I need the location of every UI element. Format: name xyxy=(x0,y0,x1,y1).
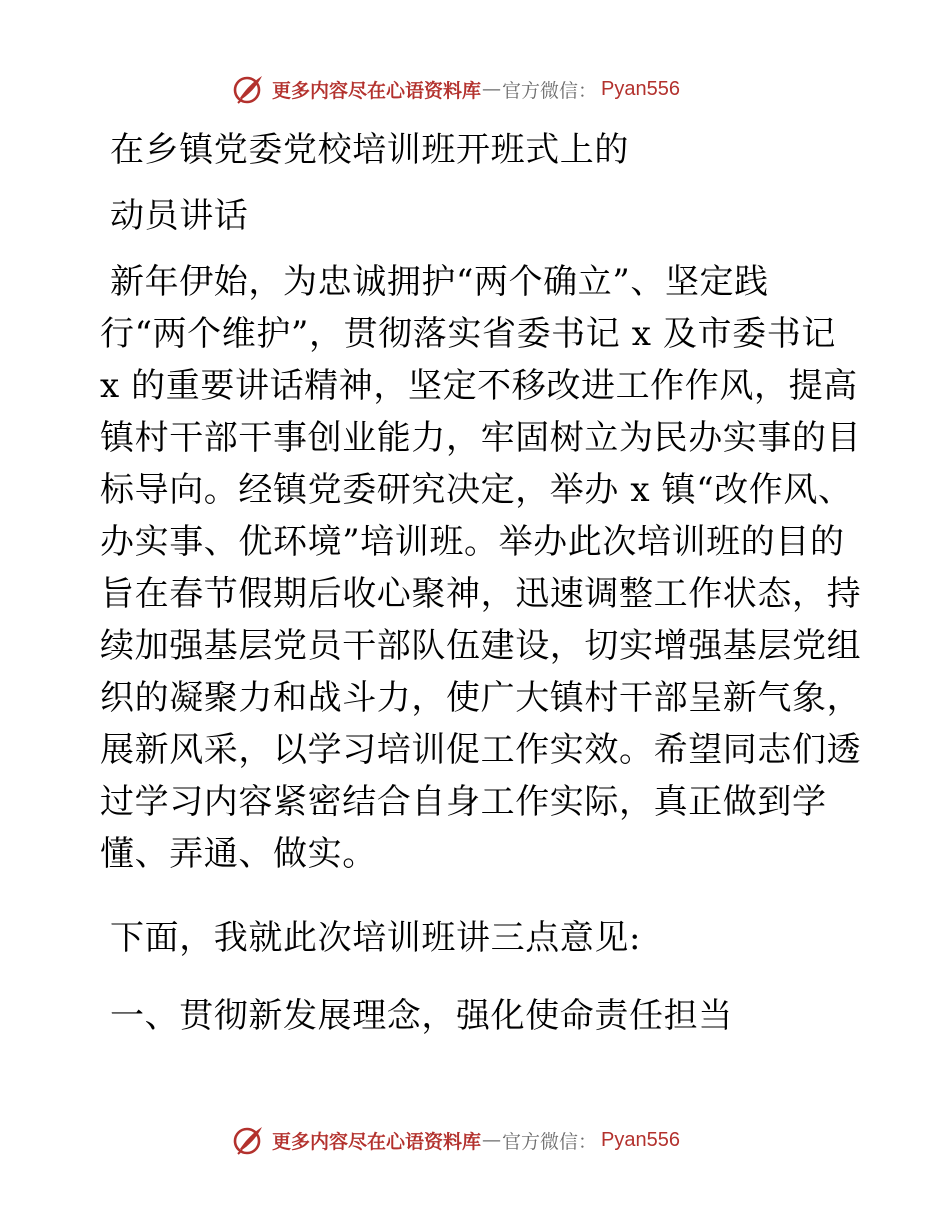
watermark-main-text: 更多内容尽在心语资料库 xyxy=(272,79,482,102)
watermark-main-text: 更多内容尽在心语资料库 xyxy=(272,1130,482,1153)
paragraph-2: 下面，我就此次培训班讲三点意见: xyxy=(110,918,642,958)
watermark-wechat-id: Pyan556 xyxy=(601,77,680,100)
paragraph-line: 旨在春节假期后收心聚神，迅速调整工作状态，持 xyxy=(100,574,862,614)
paragraph-line: 续加强基层党员干部队伍建设，切实增强基层党组 xyxy=(100,626,862,666)
footer-watermark xyxy=(232,1123,680,1157)
paragraph-line: 办实事、优环境”培训班。举办此次培训班的目的 xyxy=(100,522,845,562)
paragraph-line: 新年伊始，为忠诚拥护“两个确立”、坚定践 xyxy=(110,262,769,302)
watermark-label: 官方微信： xyxy=(502,1130,598,1153)
paragraph-line: 织的凝聚力和战斗力，使广大镇村干部呈新气象， xyxy=(100,678,862,718)
paragraph-line: 行“两个维护”，贯彻落实省委书记 x 及市委书记 xyxy=(100,314,836,354)
paragraph-line: x 的重要讲话精神，坚定不移改进工作作风，提高 xyxy=(100,366,858,406)
paragraph-line: 过学习内容紧密结合自身工作实际，真正做到学 xyxy=(100,782,827,822)
document-body xyxy=(100,124,862,1042)
paragraph-line: 镇村干部干事创业能力，牢固树立为民办实事的目 xyxy=(100,418,862,458)
paragraph-line: 懂、弄通、做实。 xyxy=(100,834,377,874)
watermark-dash: — xyxy=(482,1129,502,1151)
paragraph-1 xyxy=(100,256,862,880)
section-heading-1: 一、贯彻新发展理念，强化使命责任担当 xyxy=(110,996,733,1036)
title-line-1: 在乡镇党委党校培训班开班式上的 xyxy=(110,130,629,170)
quill-logo-icon xyxy=(232,72,266,106)
quill-logo-icon xyxy=(232,1123,266,1157)
watermark-wechat-id: Pyan556 xyxy=(601,1128,680,1151)
watermark-label: 官方微信： xyxy=(502,79,598,102)
paragraph-line: 标导向。经镇党委研究决定，举办 x 镇“改作风、 xyxy=(100,470,853,510)
paragraph-line: 展新风采，以学习培训促工作实效。希望同志们透 xyxy=(100,730,862,770)
header-watermark xyxy=(232,72,680,106)
watermark-dash: — xyxy=(482,78,502,100)
title-line-2: 动员讲话 xyxy=(110,196,249,236)
